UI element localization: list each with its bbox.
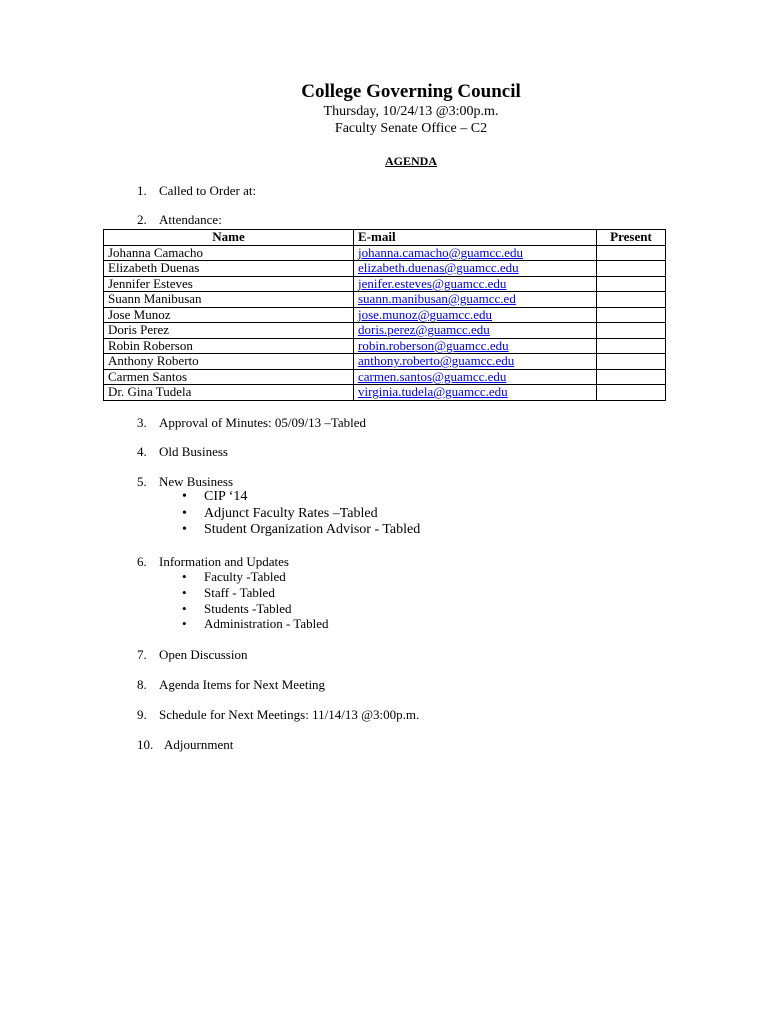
attendee-name: Jose Munoz <box>104 307 354 323</box>
attendance-row <box>104 292 666 308</box>
item-text: Attendance: <box>159 212 222 227</box>
item-text: Old Business <box>159 444 228 459</box>
attendee-email-link[interactable]: johanna.camacho@guamcc.edu <box>354 245 597 261</box>
item-text: Adjournment <box>164 737 234 752</box>
attendee-email-link[interactable]: carmen.santos@guamcc.edu <box>354 369 597 385</box>
attendee-name: Doris Perez <box>104 323 354 339</box>
bullet-item: • Staff - Tabled <box>182 585 329 601</box>
attendee-name: Dr. Gina Tudela <box>104 385 354 401</box>
present-cell[interactable] <box>597 307 666 323</box>
item-number: 10. <box>137 737 154 752</box>
attendance-row <box>104 354 666 370</box>
item-number: 6. <box>137 554 147 569</box>
agenda-heading: AGENDA <box>384 154 437 168</box>
attendance-header-row <box>104 230 666 246</box>
attendee-email-link[interactable]: robin.roberson@guamcc.edu <box>354 338 597 354</box>
attendee-email-link[interactable]: jose.munoz@guamcc.edu <box>354 307 597 323</box>
attendee-name: Jennifer Esteves <box>104 276 354 292</box>
attendance-rows <box>104 245 666 400</box>
item-number: 2. <box>137 212 147 227</box>
agenda-item-next-meeting-items <box>137 677 325 693</box>
updates-list <box>182 569 329 632</box>
attendee-name: Elizabeth Duenas <box>104 261 354 277</box>
item-text: Information and Updates <box>159 554 289 569</box>
item-text: Agenda Items for Next Meeting <box>159 677 326 692</box>
bullet-item: • Students -Tabled <box>182 601 329 617</box>
attendee-email-link[interactable]: elizabeth.duenas@guamcc.edu <box>354 261 597 277</box>
agenda-item-schedule <box>137 707 419 723</box>
item-text: New Business <box>159 474 234 489</box>
item-text: Schedule for Next Meetings: 11/14/13 @3:00p.m. <box>159 707 420 722</box>
bullet-item: • Administration - Tabled <box>182 616 329 632</box>
agenda-item-old-business <box>137 444 228 460</box>
attendance-row <box>104 261 666 277</box>
attendance-row <box>104 385 666 401</box>
name-column-header: Name <box>104 230 354 246</box>
attendance-row <box>104 323 666 339</box>
attendee-name: Robin Roberson <box>104 338 354 354</box>
meeting-location: Faculty Senate Office – C2 <box>334 121 488 136</box>
present-cell[interactable] <box>597 369 666 385</box>
attendee-email-link[interactable]: doris.perez@guamcc.edu <box>354 323 597 339</box>
present-cell[interactable] <box>597 261 666 277</box>
attendee-email-link[interactable]: jenifer.esteves@guamcc.edu <box>354 276 597 292</box>
attendee-email-link[interactable]: virginia.tudela@guamcc.edu <box>354 385 597 401</box>
attendance-row <box>104 276 666 292</box>
meeting-date: Thursday, 10/24/13 @3:00p.m. <box>323 104 499 119</box>
present-cell[interactable] <box>597 245 666 261</box>
agenda-item-open-discussion <box>137 647 247 663</box>
bullet-item: • Adjunct Faculty Rates –Tabled <box>182 506 420 523</box>
attendance-table <box>103 229 666 401</box>
present-column-header: Present <box>597 230 666 246</box>
item-number: 7. <box>137 647 147 662</box>
attendee-name: Suann Manibusan <box>104 292 354 308</box>
attendee-name: Anthony Roberto <box>104 354 354 370</box>
bullet-item: • CIP ‘14 <box>182 489 420 506</box>
attendee-name: Johanna Camacho <box>104 245 354 261</box>
attendance-row <box>104 338 666 354</box>
agenda-item-approval-minutes <box>137 415 366 431</box>
email-column-header: E-mail <box>354 230 597 246</box>
present-cell[interactable] <box>597 385 666 401</box>
attendance-row <box>104 307 666 323</box>
present-cell[interactable] <box>597 338 666 354</box>
agenda-item-information-updates <box>137 554 289 570</box>
agenda-item-call-to-order <box>137 183 256 199</box>
item-number: 3. <box>137 415 147 430</box>
agenda-item-adjournment <box>137 737 233 753</box>
attendee-email-link[interactable]: suann.manibusan@guamcc.ed <box>354 292 597 308</box>
document-title: College Governing Council <box>301 81 521 102</box>
item-number: 5. <box>137 474 147 489</box>
item-number: 9. <box>137 707 147 722</box>
present-cell[interactable] <box>597 354 666 370</box>
new-business-list <box>182 489 420 539</box>
item-text: Called to Order at: <box>159 183 257 198</box>
item-number: 1. <box>137 183 147 198</box>
present-cell[interactable] <box>597 292 666 308</box>
attendee-email-link[interactable]: anthony.roberto@guamcc.edu <box>354 354 597 370</box>
agenda-item-attendance <box>137 212 222 228</box>
present-cell[interactable] <box>597 323 666 339</box>
item-text: Approval of Minutes: 05/09/13 –Tabled <box>159 415 367 430</box>
agenda-item-new-business <box>137 474 233 490</box>
item-number: 8. <box>137 677 147 692</box>
attendee-name: Carmen Santos <box>104 369 354 385</box>
attendance-row <box>104 369 666 385</box>
item-text: Open Discussion <box>159 647 248 662</box>
item-number: 4. <box>137 444 147 459</box>
attendance-row <box>104 245 666 261</box>
bullet-item: • Faculty -Tabled <box>182 569 329 585</box>
bullet-item: • Student Organization Advisor - Tabled <box>182 522 420 539</box>
present-cell[interactable] <box>597 276 666 292</box>
